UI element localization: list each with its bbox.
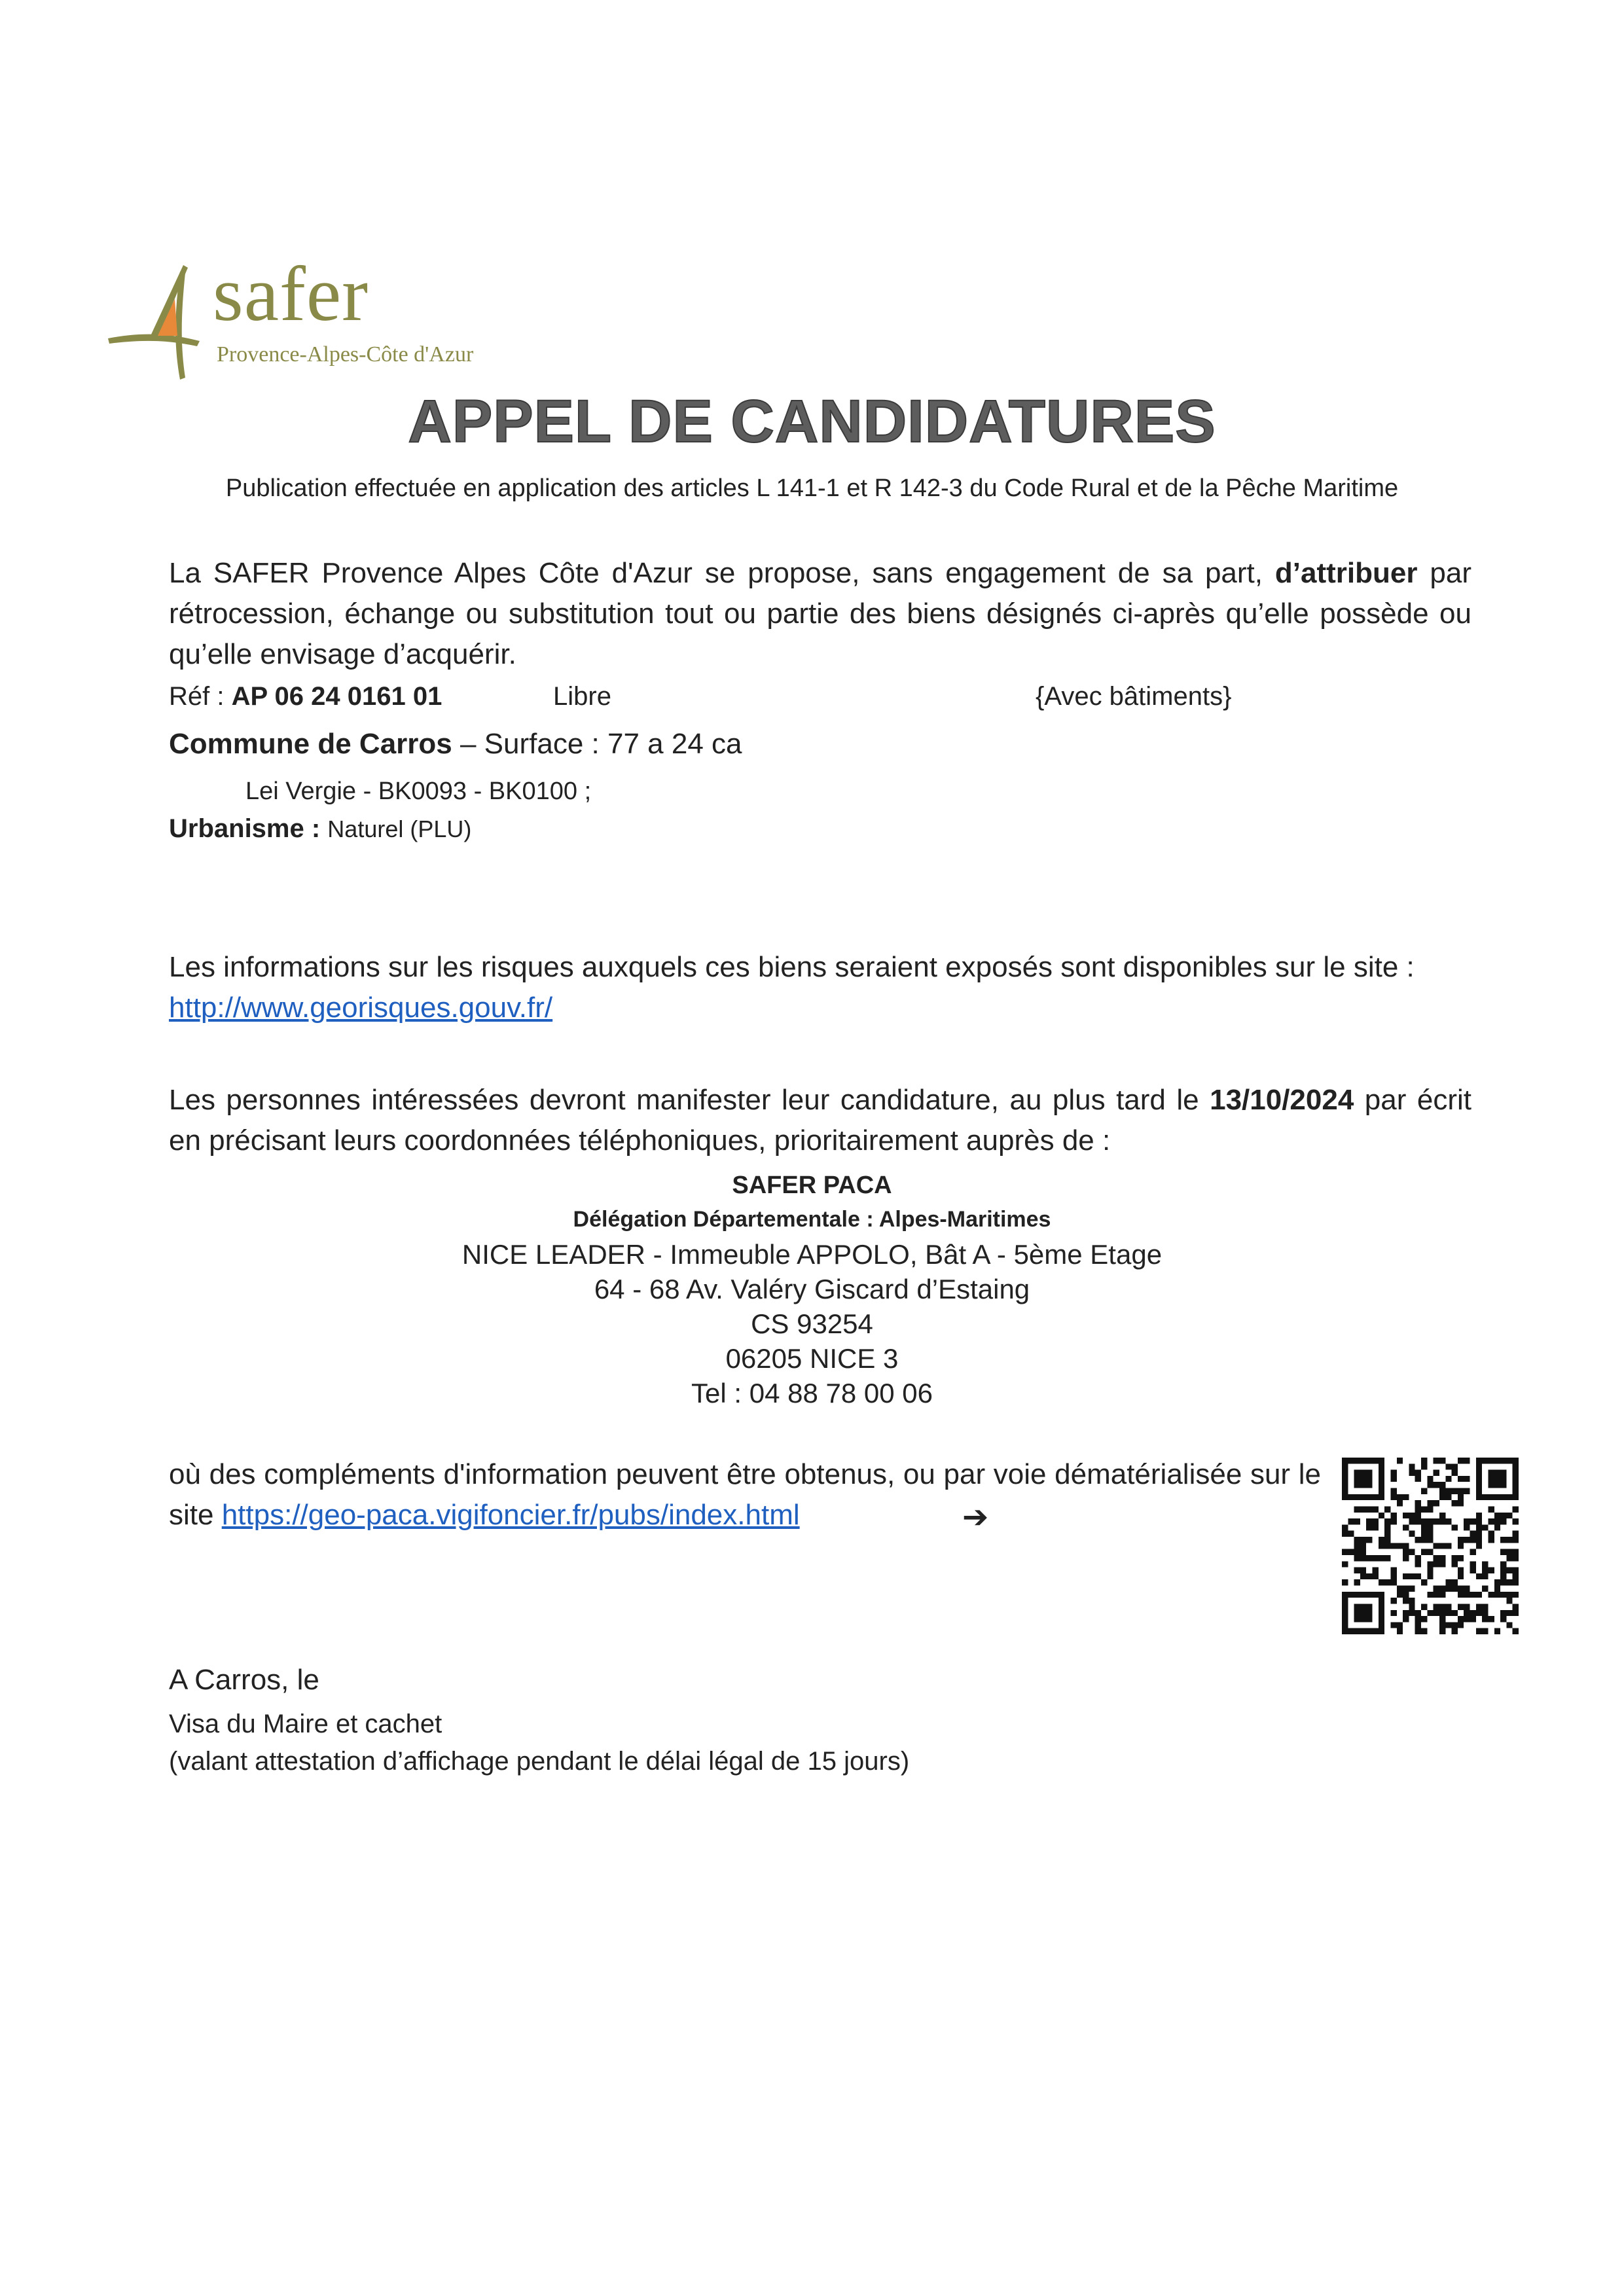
contact-phone: Tel : 04 88 78 00 06 xyxy=(691,1378,933,1408)
intro-bold-verb: d’attribuer xyxy=(1274,557,1418,589)
reference-line xyxy=(169,682,442,711)
vigifoncier-link[interactable]: https://geo-paca.vigifoncier.fr/pubs/index.html xyxy=(221,1499,800,1531)
online-text: où des compléments d'information peuvent être obtenus, ou par voie dématérialisée sur le site xyxy=(169,1458,1321,1531)
deadline-paragraph xyxy=(169,1080,1471,1161)
urbanisme-label: Urbanisme : xyxy=(169,814,328,843)
ref-status: Libre xyxy=(553,682,611,711)
attestation-line: (valant attestation d’affichage pendant le délai légal de 15 jours) xyxy=(169,1747,910,1776)
intro-text-end: par rétrocession, échange ou substitution tout ou partie des biens désignés ci-après qu’elle possède ou qu’elle envisage d’acquérir. xyxy=(169,557,1471,670)
address-line: CS 93254 xyxy=(751,1308,873,1339)
right-arrow-icon: ➔ xyxy=(962,1500,989,1535)
commune-line xyxy=(169,728,742,761)
contact-delegation: Délégation Départementale : Alpes-Maritimes xyxy=(573,1207,1051,1232)
visa-line: Visa du Maire et cachet xyxy=(169,1710,442,1738)
commune-surface: – Surface : 77 a 24 ca xyxy=(452,728,742,760)
ref-label: Réf : xyxy=(169,682,232,711)
risks-text: Les informations sur les risques auxquels ces biens seraient exposés sont disponibles sur le site : xyxy=(169,951,1415,983)
page-title: APPEL DE CANDIDATURES xyxy=(408,388,1216,455)
deadline-text-start: Les personnes intéressées devront manifester leur candidature, au plus tard le xyxy=(169,1084,1210,1116)
logo-region: Provence-Alpes-Côte d'Azur xyxy=(217,342,474,367)
logo-wordmark: safer xyxy=(213,250,369,337)
contact-address xyxy=(0,1237,1624,1410)
deadline-text-end: par écrit en précisant leurs coordonnées téléphoniques, prioritairement auprès de : xyxy=(169,1084,1471,1157)
ref-buildings: {Avec bâtiments} xyxy=(1036,682,1232,711)
intro-paragraph xyxy=(169,553,1471,675)
safer-logo-mark xyxy=(101,259,219,389)
address-line: 06205 NICE 3 xyxy=(725,1343,899,1374)
address-line: NICE LEADER - Immeuble APPOLO, Bât A - 5ème Etage xyxy=(461,1239,1163,1270)
contact-org: SAFER PACA xyxy=(732,1172,892,1199)
online-paragraph xyxy=(169,1454,1321,1535)
safer-logo xyxy=(101,250,501,389)
urbanisme-value: Naturel (PLU) xyxy=(327,816,472,842)
urbanisme-line xyxy=(169,814,471,844)
qr-code-icon[interactable] xyxy=(1342,1457,1519,1635)
address-line: 64 - 68 Av. Valéry Giscard d’Estaing xyxy=(594,1274,1030,1304)
intro-text-start: La SAFER Provence Alpes Côte d'Azur se propose, sans engagement de sa part, xyxy=(169,557,1275,589)
parcels-line: Lei Vergie - BK0093 - BK0100 ; xyxy=(245,778,592,805)
commune-name: Commune de Carros xyxy=(169,728,452,760)
risks-paragraph xyxy=(169,947,1471,1028)
deadline-date: 13/10/2024 xyxy=(1210,1084,1354,1116)
place-date-line: A Carros, le xyxy=(169,1664,319,1696)
page-subtitle: Publication effectuée en application des articles L 141-1 et R 142-3 du Code Rural et de la Pêche Maritime xyxy=(225,475,1399,502)
georisques-link[interactable]: http://www.georisques.gouv.fr/ xyxy=(169,992,553,1024)
ref-value: AP 06 24 0161 01 xyxy=(231,682,442,711)
